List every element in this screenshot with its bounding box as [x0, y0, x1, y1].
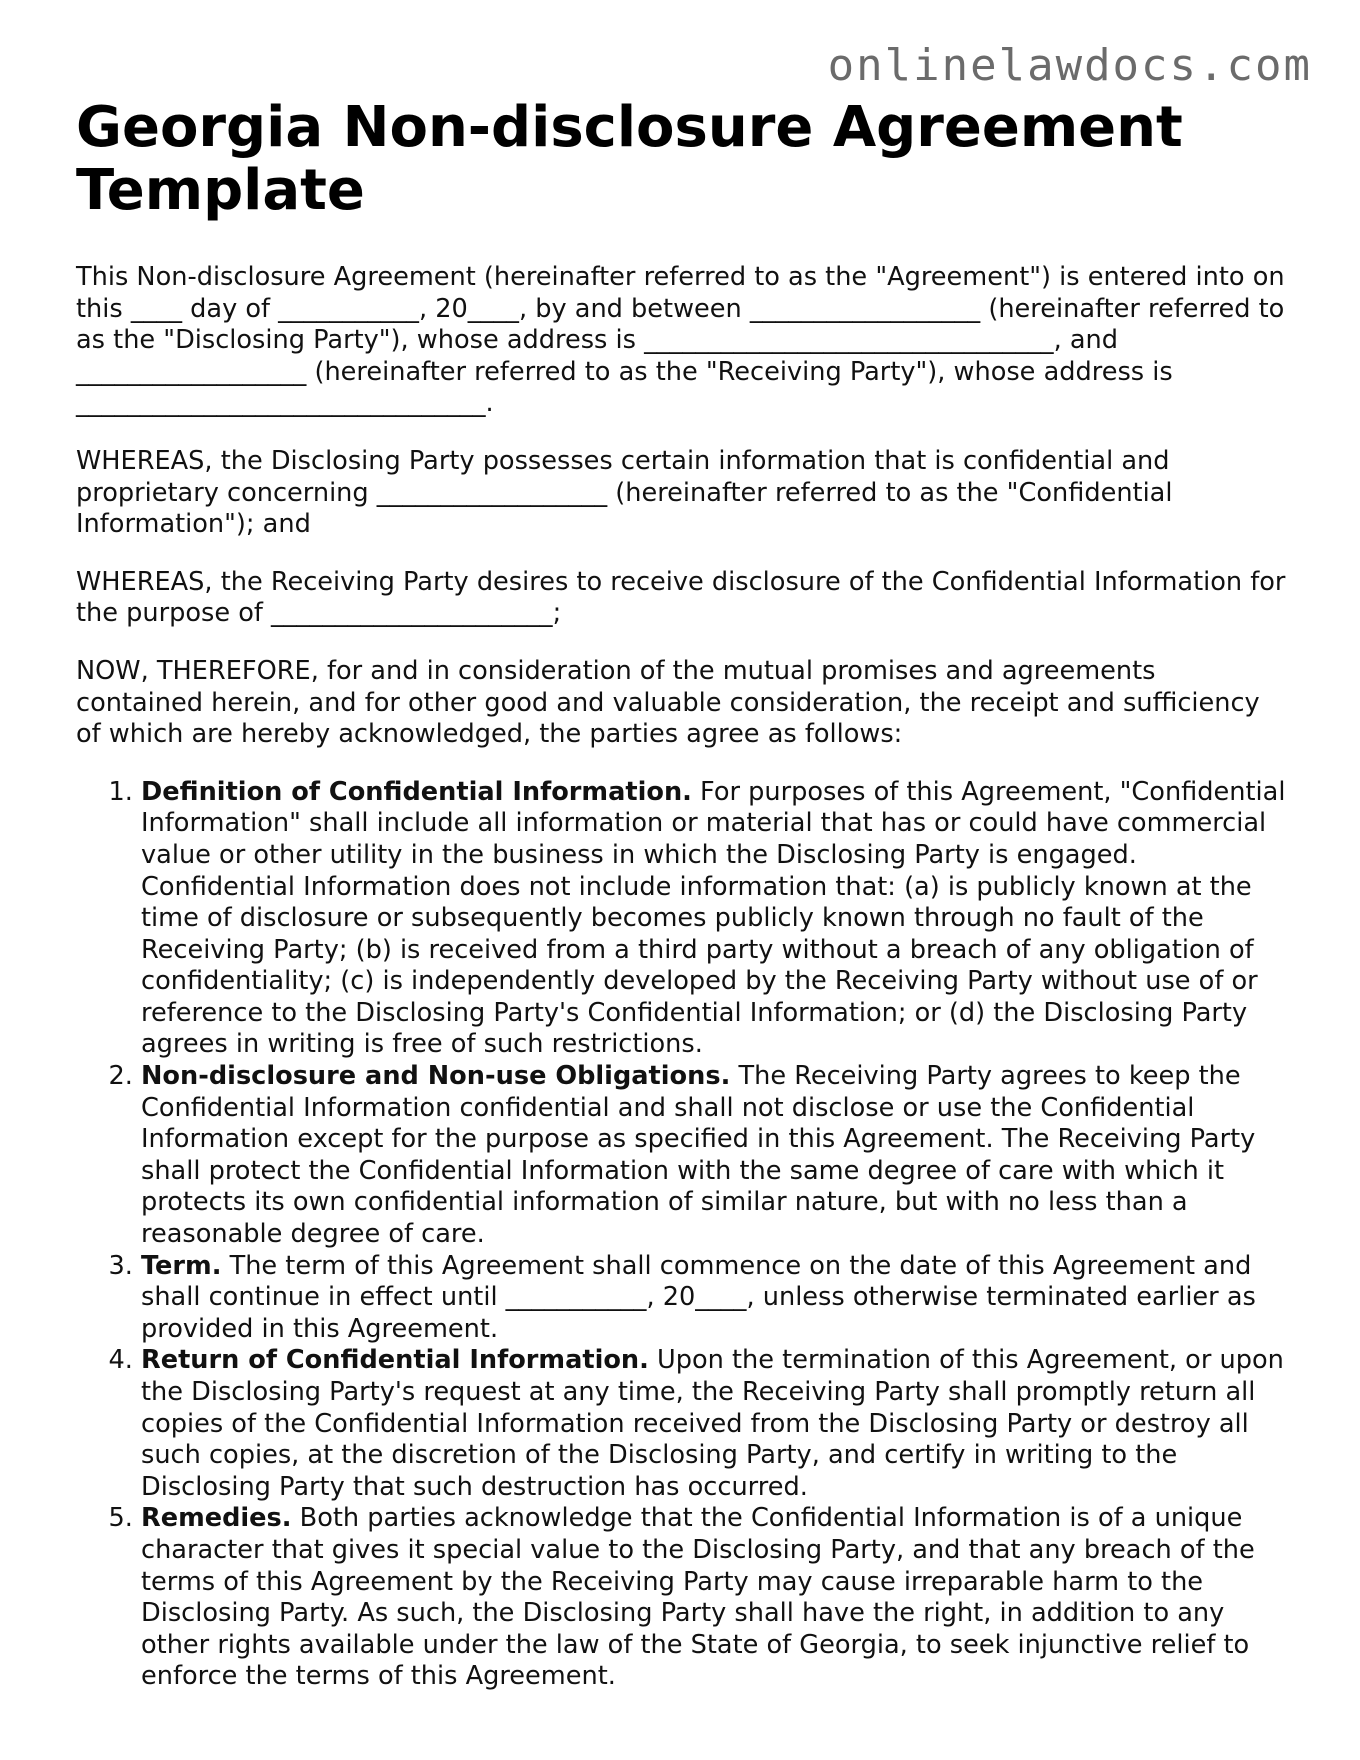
clauses-list — [76, 777, 1286, 1693]
whereas-paragraph-2: WHEREAS, the Receiving Party desires to receive disclosure of the Confidential Information for the purpose of ______________________; — [76, 566, 1286, 629]
watermark-text: onlinelawdocs.com — [827, 40, 1312, 91]
clause-text: The term of this Agreement shall commence on the date of this Agreement and shall continue in effect until ___________, 20____, unless otherwise terminated earlier as provided in this Agreement. — [141, 1250, 1256, 1344]
intro-paragraph: This Non-disclosure Agreement (hereinafter referred to as the "Agreement") is entered into on this ____ day of ___________, 20____, by and between __________________ (hereinafter referred to as the "Disclosing Party"), whose address is ________________________________, and __________________ (hereinafter referred to as the "Receiving Party"), whose address is ________________________________. — [76, 262, 1285, 419]
document-page — [76, 96, 1286, 1693]
clause-heading: Remedies. — [141, 1503, 292, 1534]
clause-heading: Non-disclosure and Non-use Obligations. — [141, 1061, 731, 1092]
clause-text: Upon the termination of this Agreement, or upon the Disclosing Party's request at any time, the Receiving Party shall promptly return all copies of the Confidential Information received from the Disclosing Party or destroy all such copies, at the discretion of the Disclosing Party, and certify in writing to the Disclosing Party that such destruction has occurred. — [141, 1345, 1284, 1502]
clause-item — [141, 1503, 1286, 1693]
clause-item — [141, 1345, 1286, 1503]
clause-text: Both parties acknowledge that the Confidential Information is of a unique character that gives it special value to the Disclosing Party, and that any breach of the terms of this Agreement by the Receiving Party may cause irreparable harm to the Disclosing Party. As such, the Disclosing Party shall have the right, in addition to any other rights available under the law of the State of Georgia, to seek injunctive relief to enforce the terms of this Agreement. — [141, 1503, 1255, 1692]
whereas-paragraph-1: WHEREAS, the Disclosing Party possesses certain information that is confidential and proprietary concerning __________________ (hereinafter referred to as the "Confidential Information"); and — [76, 445, 1173, 540]
clause-text: The Receiving Party agrees to keep the Confidential Information confidential and shall not disclose or use the Confidential Information except for the purpose as specified in this Agreement. The Receiving Party shall protect the Confidential Information with the same degree of care with which it protects its own confidential information of similar nature, but with no less than a reasonable degree of care. — [141, 1061, 1256, 1250]
document-title: Georgia Non-disclosure Agreement Template — [76, 95, 1183, 223]
clause-item — [141, 1061, 1286, 1251]
clause-heading: Return of Confidential Information. — [141, 1345, 649, 1376]
clause-heading: Term. — [141, 1250, 222, 1281]
clause-text: For purposes of this Agreement, "Confidential Information" shall include all information or material that has or could have commercial value or other utility in the business in which the Disclosing Party is engaged. Confidential Information does not include information that: (a) is publicly known at the time of disclosure or subsequently becomes publicly known through no fault of the Receiving Party; (b) is received from a third party without a breach of any obligation of confidentiality; (c) is independently developed by the Receiving Party without use of or reference to the Disclosing Party's Confidential Information; or (d) the Disclosing Party agrees in writing is free of such restrictions. — [141, 776, 1286, 1060]
clause-item — [141, 777, 1286, 1061]
clause-heading: Definition of Confidential Information. — [141, 776, 692, 807]
clause-item — [141, 1251, 1286, 1346]
now-therefore-paragraph: NOW, THEREFORE, for and in consideration of the mutual promises and agreements contained herein, and for other good and valuable consideration, the receipt and sufficiency of which are hereby acknowledged, the parties agree as follows: — [76, 655, 1260, 750]
